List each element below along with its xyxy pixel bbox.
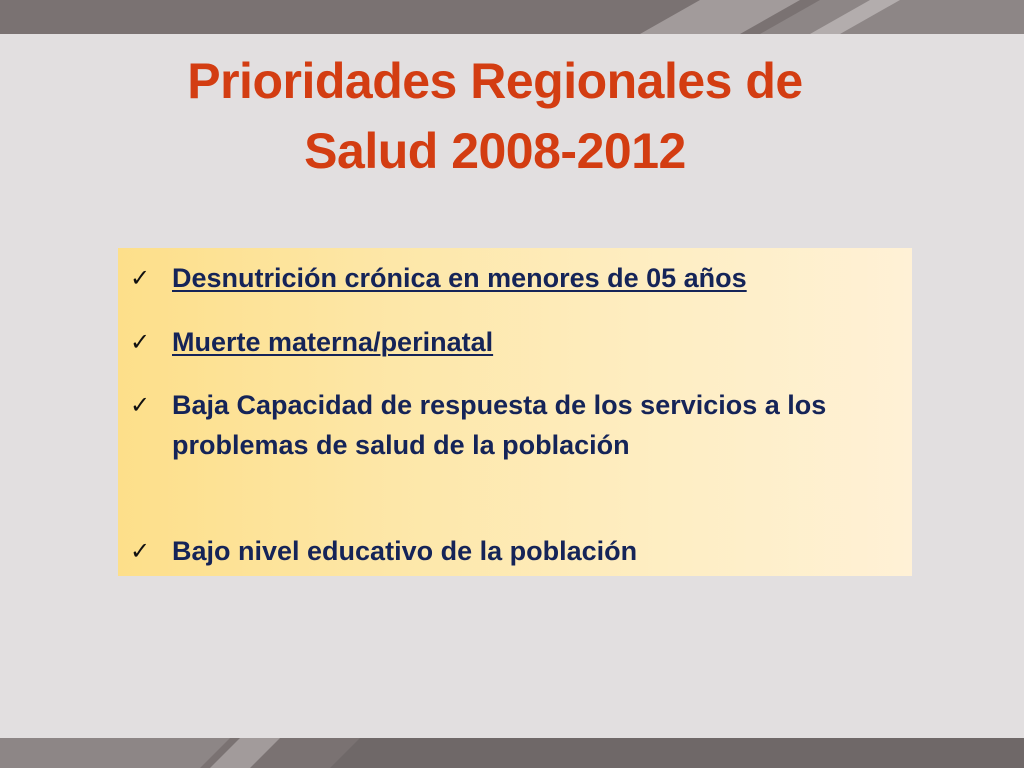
check-icon: ✓	[130, 264, 151, 292]
priority-item-text: Baja Capacidad de respuesta de los servicios a los problemas de salud de la población	[172, 390, 827, 460]
priority-item-text: Muerte materna/perinatal	[172, 327, 494, 357]
slide-title-line-1: Prioridades Regionales de	[187, 53, 803, 109]
priority-item-text: Bajo nivel educativo de la población	[172, 536, 638, 566]
priorities-box	[118, 248, 912, 576]
check-icon: ✓	[130, 328, 151, 356]
bottom-decorative-band	[0, 738, 1024, 768]
slide-title	[0, 46, 990, 186]
priority-item	[118, 531, 912, 571]
priority-item	[118, 322, 912, 362]
slide-title-line-2: Salud 2008-2012	[304, 123, 686, 179]
priority-item	[118, 385, 912, 505]
top-decorative-band	[0, 0, 1024, 34]
priority-item	[118, 258, 912, 298]
check-icon: ✓	[130, 391, 151, 419]
check-icon: ✓	[130, 537, 151, 565]
priority-item-text: Desnutrición crónica en menores de 05 años	[172, 263, 747, 293]
